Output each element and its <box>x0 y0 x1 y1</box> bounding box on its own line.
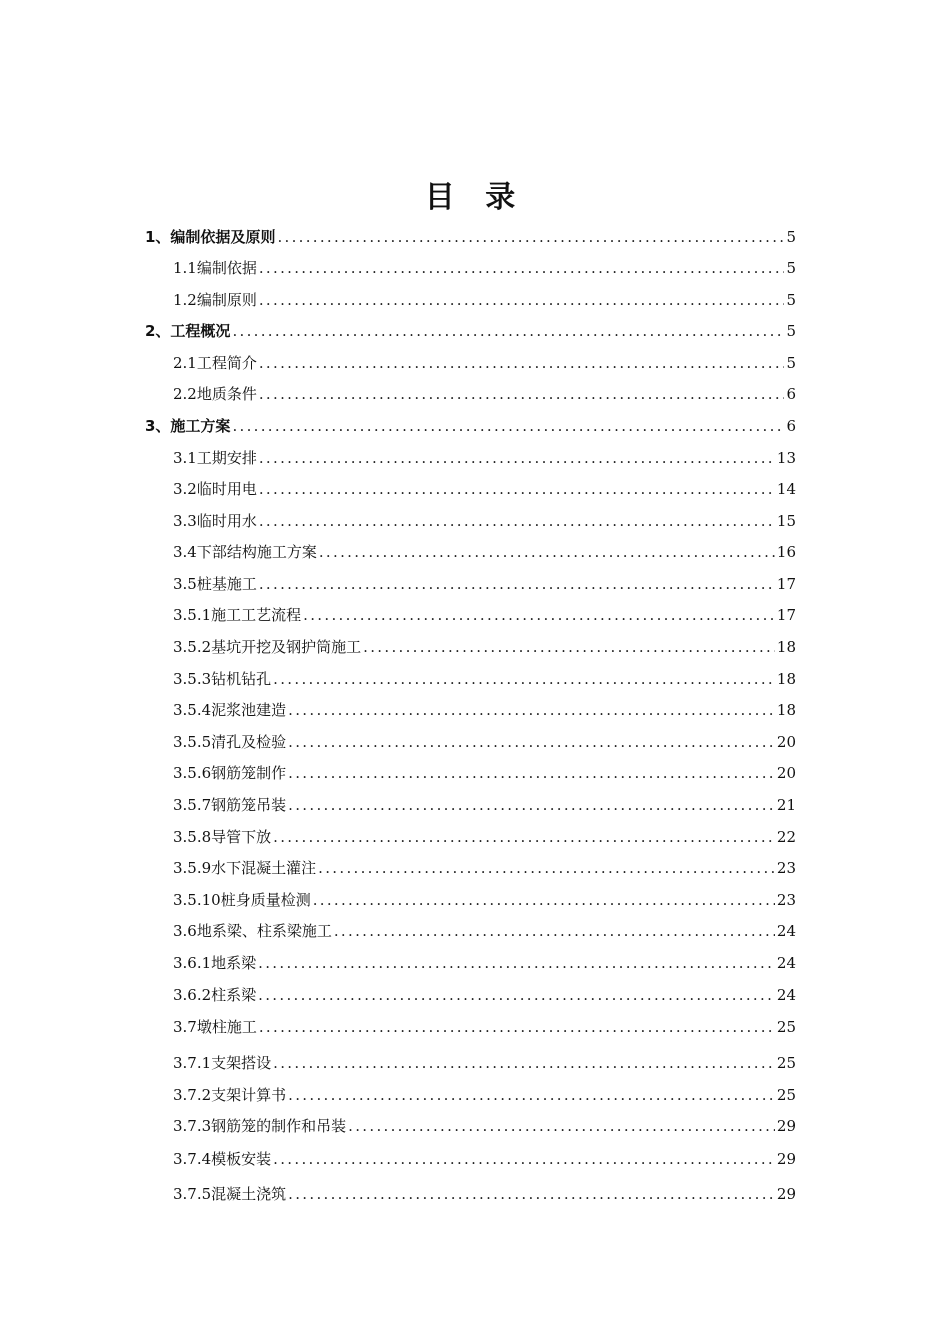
toc-page-number: 24 <box>776 922 796 940</box>
toc-entry-text: 3.5.4泥浆池建造 <box>173 701 287 719</box>
toc-page-number: 15 <box>776 512 796 530</box>
toc-dot-leader <box>288 1182 775 1206</box>
toc-entry[interactable] <box>173 856 796 880</box>
toc-entry-text: 1.2编制原则 <box>173 291 257 309</box>
toc-dot-leader <box>288 698 775 722</box>
toc-dot-leader <box>334 919 775 943</box>
toc-entry[interactable] <box>173 509 796 533</box>
toc-entry[interactable] <box>173 635 796 659</box>
toc-entry-text: 3、施工方案 <box>145 417 231 435</box>
toc-page-number: 29 <box>776 1150 796 1168</box>
toc-page-number: 23 <box>776 891 796 909</box>
toc-entry[interactable] <box>173 1015 796 1039</box>
toc-entry-text: 3.5.9水下混凝土灌注 <box>173 859 317 877</box>
toc-dot-leader <box>288 761 775 785</box>
toc-page-number: 5 <box>786 259 796 277</box>
toc-entry-text: 3.6.2柱系梁 <box>173 986 257 1004</box>
toc-entry-text: 3.6地系梁、柱系梁施工 <box>173 922 332 940</box>
toc-entry[interactable] <box>173 951 796 975</box>
toc-page-number: 14 <box>776 480 796 498</box>
toc-entry[interactable] <box>173 572 796 596</box>
toc-entry[interactable] <box>173 540 796 564</box>
toc-entry-text: 1、编制依据及原则 <box>145 228 276 246</box>
toc-page-number: 20 <box>776 733 796 751</box>
page-title: 目 录 <box>424 180 526 215</box>
toc-dot-leader <box>288 730 775 754</box>
toc-entry[interactable] <box>173 761 796 785</box>
toc-entry-text: 3.7.4模板安装 <box>173 1150 272 1168</box>
toc-entry[interactable] <box>173 825 796 849</box>
toc-page-number: 18 <box>776 638 796 656</box>
toc-dot-leader <box>288 1083 775 1107</box>
toc-entry[interactable] <box>173 730 796 754</box>
toc-entry[interactable] <box>173 1182 796 1206</box>
toc-page-number: 18 <box>776 670 796 688</box>
toc-entry[interactable] <box>173 1051 796 1075</box>
toc-dot-leader <box>273 825 775 849</box>
toc-entry-text: 3.5桩基施工 <box>173 575 257 593</box>
toc-entry[interactable] <box>173 603 796 627</box>
toc-page-number: 24 <box>776 986 796 1004</box>
toc-entry-text: 3.5.10桩身质量检测 <box>173 891 311 909</box>
toc-page-number: 20 <box>776 764 796 782</box>
toc-entry[interactable] <box>173 888 796 912</box>
toc-dot-leader <box>232 414 784 438</box>
toc-page-number: 13 <box>776 449 796 467</box>
toc-dot-leader <box>288 793 775 817</box>
toc-entry-text: 3.4下部结构施工方案 <box>173 543 317 561</box>
toc-page-number: 25 <box>776 1086 796 1104</box>
toc-page-number: 25 <box>776 1018 796 1036</box>
toc-entry[interactable] <box>173 477 796 501</box>
toc-dot-leader <box>258 951 775 975</box>
toc-entry-text: 1.1编制依据 <box>173 259 257 277</box>
toc-page-number: 23 <box>776 859 796 877</box>
toc-entry-text: 3.3临时用水 <box>173 512 257 530</box>
toc-dot-leader <box>259 1015 775 1039</box>
toc-dot-leader <box>259 288 785 312</box>
toc-dot-leader <box>303 603 775 627</box>
toc-entry-text: 3.7.2支架计算书 <box>173 1086 287 1104</box>
toc-entry-text: 3.2临时用电 <box>173 480 257 498</box>
toc-entry[interactable] <box>145 414 796 438</box>
toc-page-number: 5 <box>786 228 796 246</box>
toc-dot-leader <box>259 572 775 596</box>
toc-dot-leader <box>273 1051 775 1075</box>
toc-entry-text: 3.7.3钢筋笼的制作和吊装 <box>173 1117 347 1135</box>
toc-entry[interactable] <box>173 351 796 375</box>
toc-entry[interactable] <box>145 319 796 343</box>
toc-dot-leader <box>277 225 784 249</box>
toc-entry-text: 2.2地质条件 <box>173 385 257 403</box>
toc-entry-text: 3.1工期安排 <box>173 449 257 467</box>
toc-page-number: 24 <box>776 954 796 972</box>
toc-dot-leader <box>273 667 775 691</box>
toc-dot-leader <box>259 446 775 470</box>
toc-entry[interactable] <box>173 1083 796 1107</box>
toc-entry-text: 3.7墩柱施工 <box>173 1018 257 1036</box>
toc-dot-leader <box>259 351 785 375</box>
toc-page-number: 29 <box>776 1185 796 1203</box>
toc-entry[interactable] <box>173 667 796 691</box>
toc-page-number: 6 <box>786 417 796 435</box>
toc-entry-text: 3.7.5混凝土浇筑 <box>173 1185 287 1203</box>
toc-entry[interactable] <box>173 919 796 943</box>
toc-dot-leader <box>259 382 785 406</box>
toc-page-number: 5 <box>786 354 796 372</box>
toc-entry[interactable] <box>173 1147 796 1171</box>
toc-entry[interactable] <box>173 698 796 722</box>
toc-page-number: 17 <box>776 606 796 624</box>
toc-dot-leader <box>259 477 775 501</box>
toc-entry[interactable] <box>173 288 796 312</box>
toc-entry-text: 3.5.6钢筋笼制作 <box>173 764 287 782</box>
toc-dot-leader <box>258 983 775 1007</box>
toc-entry[interactable] <box>173 382 796 406</box>
toc-entry[interactable] <box>173 793 796 817</box>
toc-page-number: 22 <box>776 828 796 846</box>
toc-page-number: 18 <box>776 701 796 719</box>
toc-entry-text: 3.5.2基坑开挖及钢护筒施工 <box>173 638 362 656</box>
toc-dot-leader <box>273 1147 775 1171</box>
toc-entry-text: 3.5.3钻机钻孔 <box>173 670 272 688</box>
toc-entry[interactable] <box>145 225 796 249</box>
toc-dot-leader <box>363 635 775 659</box>
toc-entry[interactable] <box>173 1114 796 1138</box>
toc-entry-text: 2.1工程简介 <box>173 354 257 372</box>
toc-page-number: 5 <box>786 322 796 340</box>
toc-dot-leader <box>348 1114 775 1138</box>
toc-page-number: 5 <box>786 291 796 309</box>
toc-entry-text: 3.7.1支架搭设 <box>173 1054 272 1072</box>
toc-dot-leader <box>259 256 785 280</box>
toc-entry[interactable] <box>173 446 796 470</box>
toc-page-number: 6 <box>786 385 796 403</box>
toc-dot-leader <box>259 509 775 533</box>
toc-dot-leader <box>319 540 775 564</box>
toc-entry-text: 3.5.1施工工艺流程 <box>173 606 302 624</box>
toc-entry-text: 3.5.7钢筋笼吊装 <box>173 796 287 814</box>
toc-entry-text: 3.6.1地系梁 <box>173 954 257 972</box>
toc-entry-text: 3.5.8导管下放 <box>173 828 272 846</box>
toc-entry[interactable] <box>173 983 796 1007</box>
toc-page-number: 29 <box>776 1117 796 1135</box>
toc-page-number: 16 <box>776 543 796 561</box>
toc-page-number: 21 <box>776 796 796 814</box>
toc-dot-leader <box>318 856 775 880</box>
toc-page-number: 17 <box>776 575 796 593</box>
toc-entry-text: 2、工程概况 <box>145 322 231 340</box>
toc-dot-leader <box>232 319 784 343</box>
toc-entry-text: 3.5.5清孔及检验 <box>173 733 287 751</box>
toc-dot-leader <box>313 888 775 912</box>
toc-entry[interactable] <box>173 256 796 280</box>
toc-page-number: 25 <box>776 1054 796 1072</box>
